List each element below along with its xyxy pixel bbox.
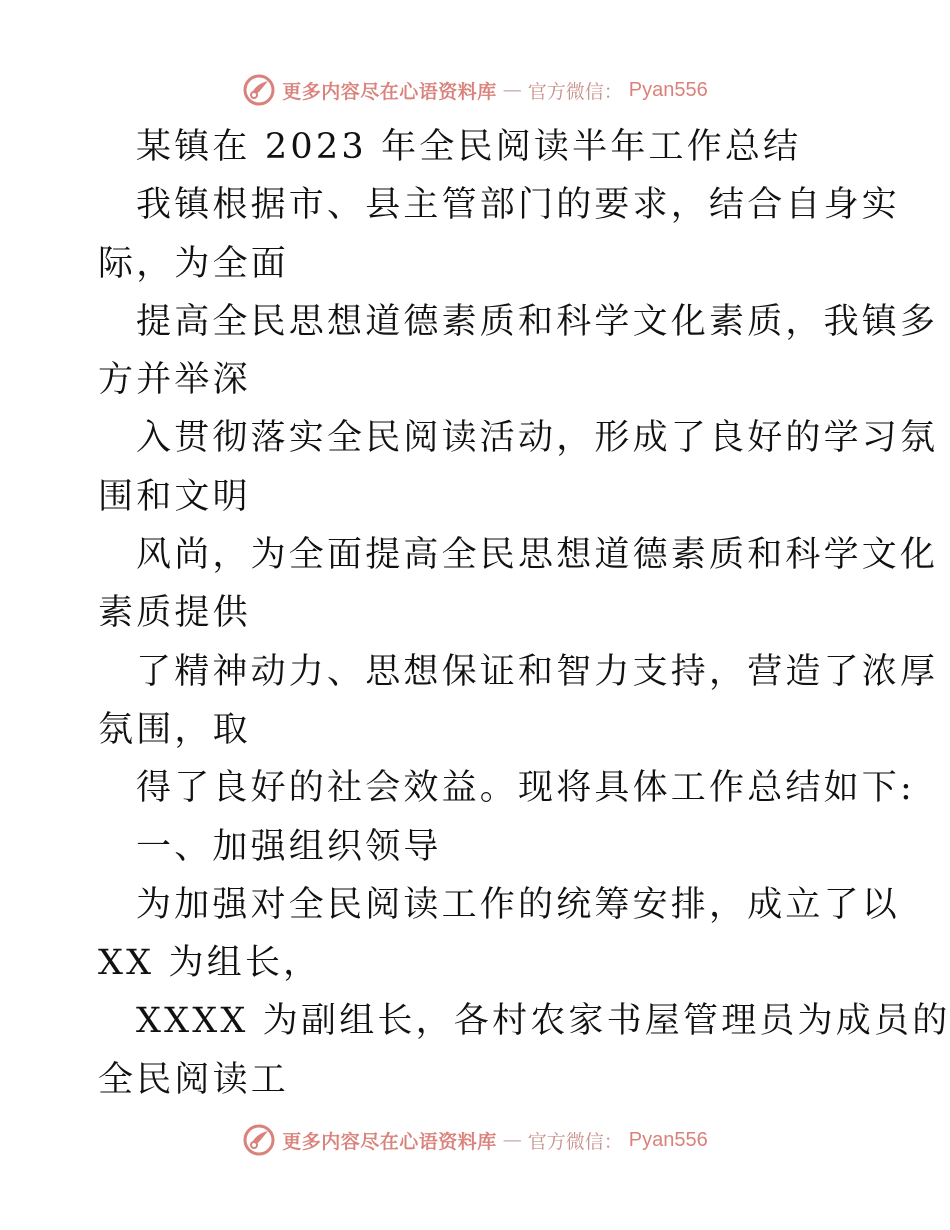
paragraph-line: 素质提供 xyxy=(98,593,251,634)
paragraph-line: 得了良好的社会效益。现将具体工作总结如下: xyxy=(136,768,915,809)
watermark-text: 更多内容尽在心语资料库 xyxy=(282,1130,497,1153)
paragraph-line: 为加强对全民阅读工作的统筹安排，成立了以 xyxy=(136,884,901,925)
watermark-separator: — xyxy=(502,1129,522,1151)
header-watermark xyxy=(0,70,950,110)
paragraph-line: 围和文明 xyxy=(98,476,251,517)
paragraph-line: 入贯彻落实全民阅读活动，形成了良好的学习氛 xyxy=(136,418,939,459)
paragraph-line: 提高全民思想道德素质和科学文化素质，我镇多 xyxy=(136,301,939,342)
paragraph-line: 氛围，取 xyxy=(98,709,251,750)
paragraph-line: 我镇根据市、县主管部门的要求，结合自身实 xyxy=(136,185,901,226)
watermark-text: 更多内容尽在心语资料库 xyxy=(282,80,497,103)
watermark-contact-label: 官方微信： xyxy=(527,80,623,103)
paragraph-line: 方并举深 xyxy=(98,360,251,401)
book-quill-logo-icon xyxy=(242,1123,276,1157)
document-body xyxy=(98,118,950,1109)
paragraph-line: 风尚，为全面提高全民思想道德素质和科学文化 xyxy=(136,535,939,576)
book-quill-logo-icon xyxy=(242,73,276,107)
watermark-contact-id: Pyan556 xyxy=(628,78,708,101)
paragraph-line: 全民阅读工 xyxy=(98,1059,290,1100)
paragraph-line: 际，为全面 xyxy=(98,243,290,284)
section-heading: 一、加强组织领导 xyxy=(136,826,442,867)
paragraph-line: XX 为组长， xyxy=(98,943,322,984)
document-title: 某镇在 2023 年全民阅读半年工作总结 xyxy=(136,127,802,167)
footer-watermark xyxy=(0,1120,950,1160)
watermark-contact-label: 官方微信： xyxy=(527,1130,623,1153)
watermark-separator: — xyxy=(502,79,522,101)
paragraph-line: 了精神动力、思想保证和智力支持，营造了浓厚 xyxy=(136,651,939,692)
watermark-contact-id: Pyan556 xyxy=(628,1128,708,1151)
paragraph-line: XXXX 为副组长，各村农家书屋管理员为成员的 xyxy=(136,1001,950,1042)
